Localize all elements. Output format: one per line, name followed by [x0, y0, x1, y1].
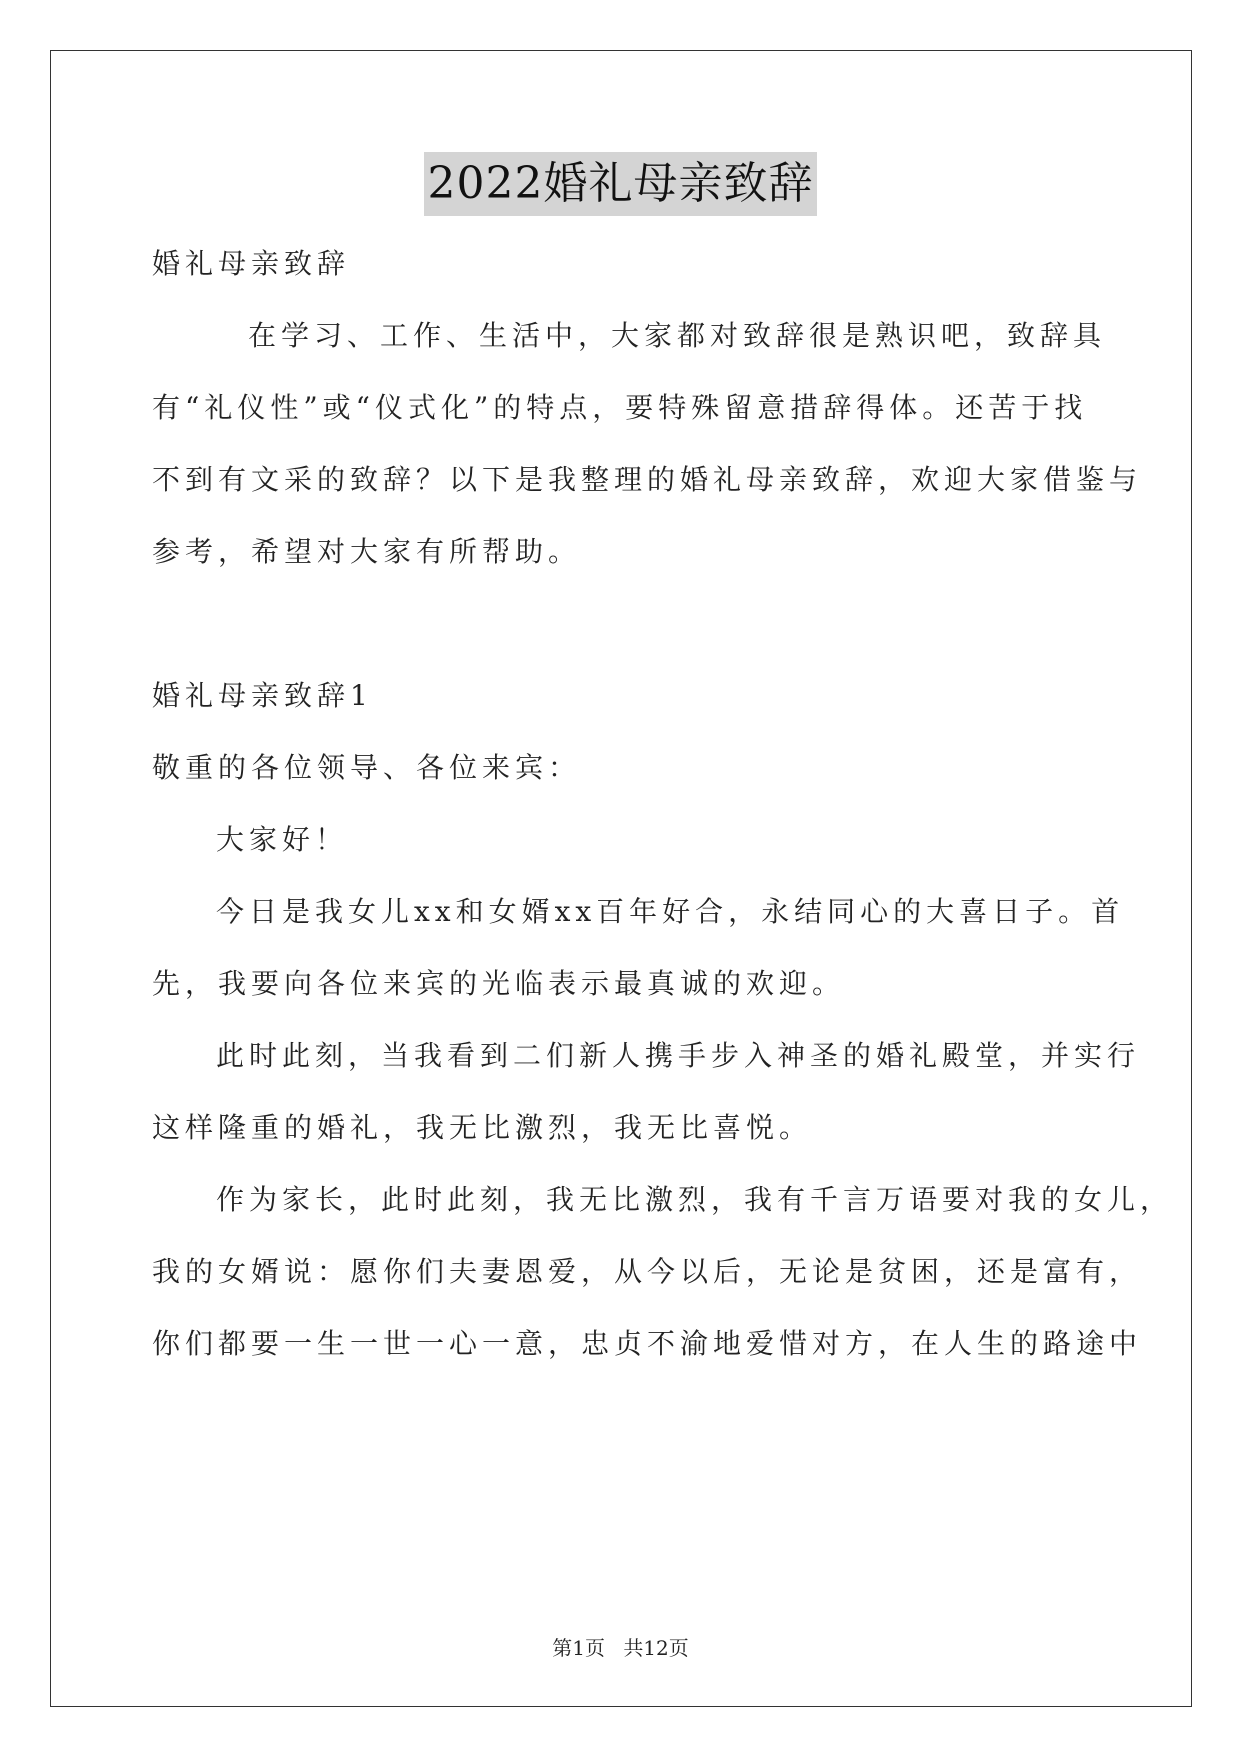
- paragraph-line: 不到有文采的致辞？以下是我整理的婚礼母亲致辞，欢迎大家借鉴与: [152, 463, 1143, 496]
- page-border: [50, 50, 1192, 1707]
- page-footer: [0, 1632, 1241, 1661]
- paragraph-line: 有“礼仪性”或“仪式化”的特点，要特殊留意措辞得体。还苦于找: [152, 391, 1088, 424]
- section-heading: 婚礼母亲致辞1: [152, 679, 373, 712]
- salutation: 敬重的各位领导、各位来宾：: [152, 751, 582, 784]
- title-container: [0, 152, 1241, 216]
- page-number: 第1页: [552, 1636, 605, 1660]
- document-title: 2022婚礼母亲致辞: [424, 152, 818, 216]
- section-heading: 婚礼母亲致辞: [152, 247, 351, 280]
- paragraph-line: 我的女婿说：愿你们夫妻恩爱，从今以后，无论是贫困，还是富有，: [152, 1255, 1143, 1288]
- paragraph-line: 先，我要向各位来宾的光临表示最真诚的欢迎。: [152, 967, 846, 1000]
- paragraph-line: 你们都要一生一世一心一意，忠贞不渝地爱惜对方，在人生的路途中: [152, 1327, 1143, 1360]
- paragraph-line: 在学习、工作、生活中，大家都对致辞很是熟识吧，致辞具: [248, 319, 1107, 352]
- paragraph-line: 今日是我女儿xx和女婿xx百年好合，永结同心的大喜日子。首: [216, 895, 1125, 928]
- page-total: 共12页: [623, 1636, 689, 1660]
- paragraph-line: 作为家长，此时此刻，我无比激烈，我有千言万语要对我的女儿，: [216, 1183, 1174, 1216]
- paragraph-line: 这样隆重的婚礼，我无比激烈，我无比喜悦。: [152, 1111, 813, 1144]
- greeting: 大家好！: [216, 823, 349, 856]
- paragraph-line: 参考，希望对大家有所帮助。: [152, 535, 582, 568]
- paragraph-line: 此时此刻，当我看到二们新人携手步入神圣的婚礼殿堂，并实行: [216, 1039, 1141, 1072]
